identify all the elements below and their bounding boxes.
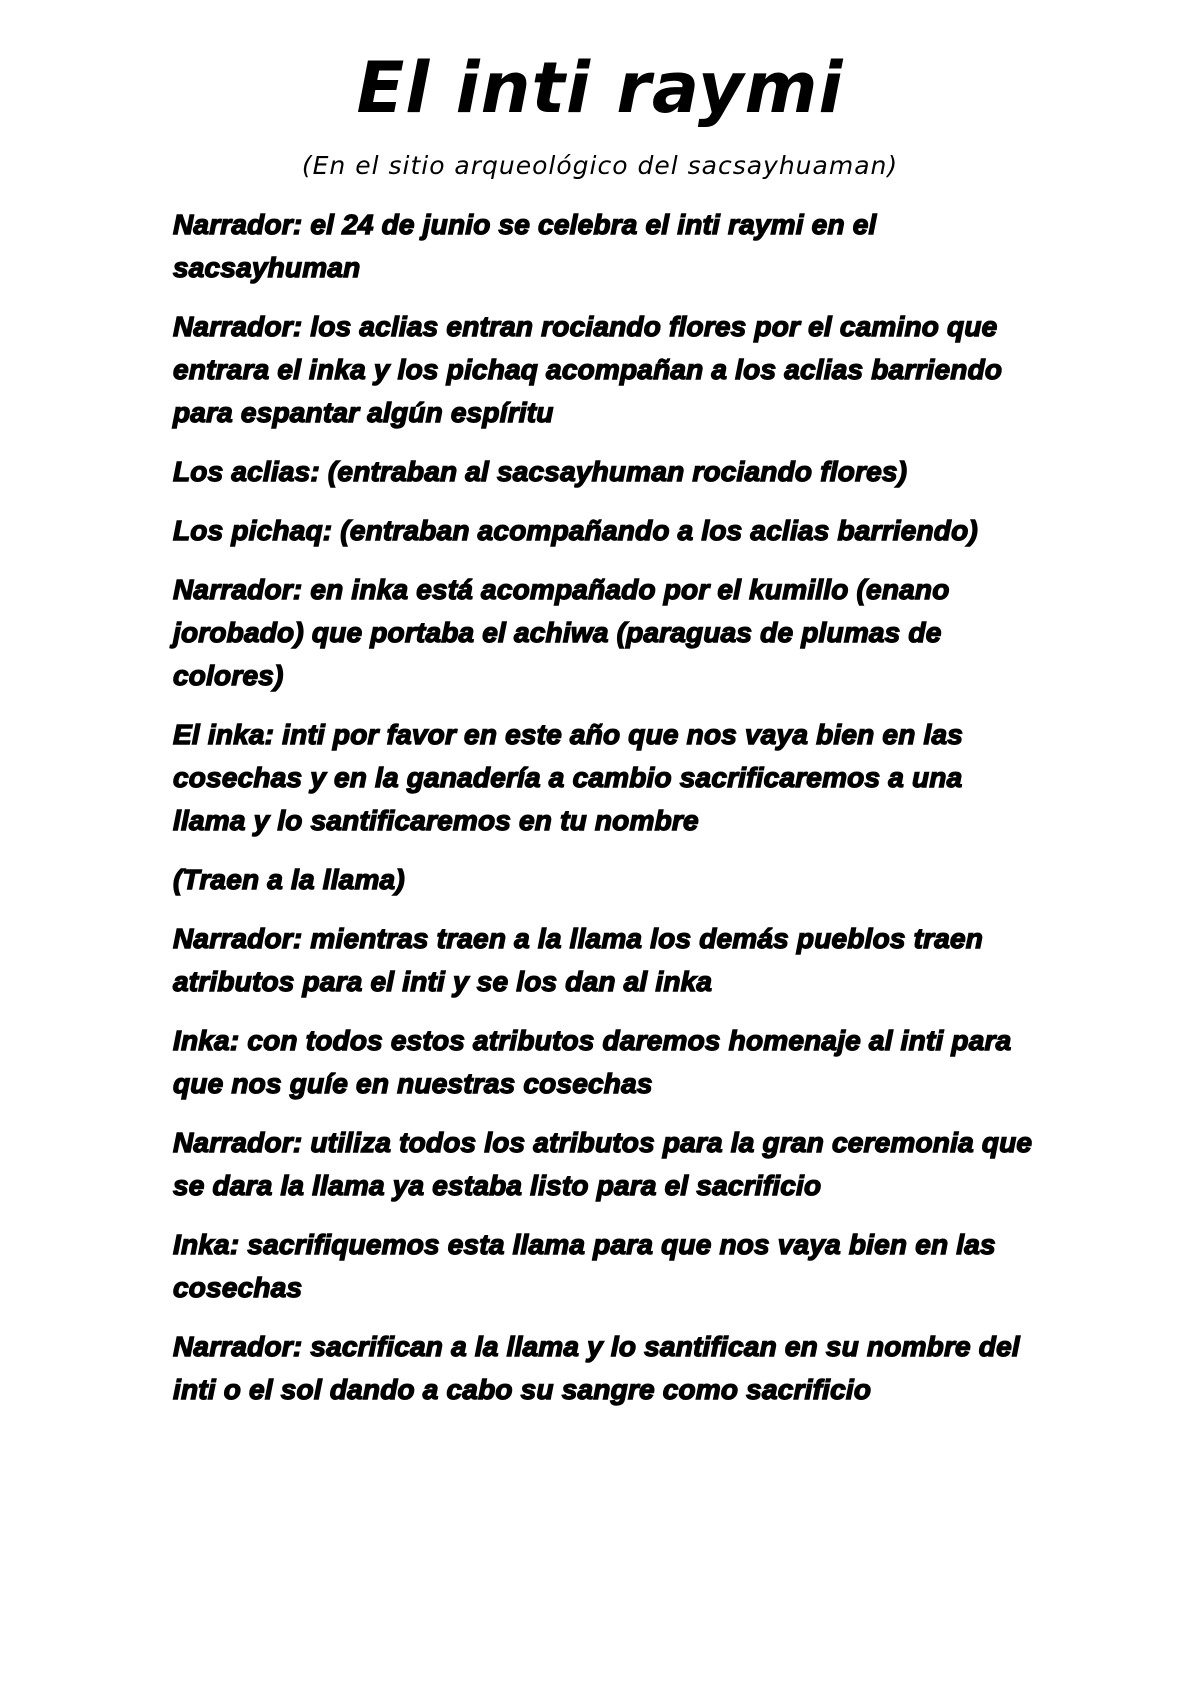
script-paragraph: Narrador: el 24 de junio se celebra el inti raymi en el sacsayhuman: [173, 209, 877, 283]
script-paragraph: Narrador: sacrifican a la llama y lo santifican en su nombre del inti o el sol dando a cabo su sangre como sacrificio: [173, 1331, 1020, 1405]
script-paragraph: (Traen a la llama): [173, 864, 405, 895]
script-paragraph: Narrador: utiliza todos los atributos para la gran ceremonia que se dara la llama ya estaba listo para el sacrificio: [173, 1127, 1033, 1201]
script-paragraph: Los pichaq: (entraban acompañando a los aclias barriendo): [173, 515, 978, 546]
document-subtitle: (En el sitio arqueológico del sacsayhuaman): [301, 151, 899, 180]
document-title: El inti raymi: [356, 47, 844, 129]
script-paragraph: Narrador: los aclias entran rociando flores por el camino que entrara el inka y los pichaq acompañan a los aclias barriendo para espantar algún espíritu: [173, 311, 1003, 428]
script-body: [173, 203, 1033, 1427]
script-paragraph: Narrador: en inka está acompañado por el kumillo (enano jorobado) que portaba el achiwa (paraguas de plumas de colores): [173, 574, 950, 691]
script-paragraph: Los aclias: (entraban al sacsayhuman rociando flores): [173, 456, 908, 487]
script-paragraph: Inka: con todos estos atributos daremos homenaje al inti para que nos guíe en nuestras cosechas: [173, 1025, 1012, 1099]
script-paragraph: El inka: inti por favor en este año que nos vaya bien en las cosechas y en la ganadería a cambio sacrificaremos a una llama y lo santificaremos en tu nombre: [173, 719, 963, 836]
script-paragraph: Narrador: mientras traen a la llama los demás pueblos traen atributos para el inti y se los dan al inka: [173, 923, 984, 997]
script-paragraph: Inka: sacrifiquemos esta llama para que nos vaya bien en las cosechas: [173, 1229, 996, 1303]
